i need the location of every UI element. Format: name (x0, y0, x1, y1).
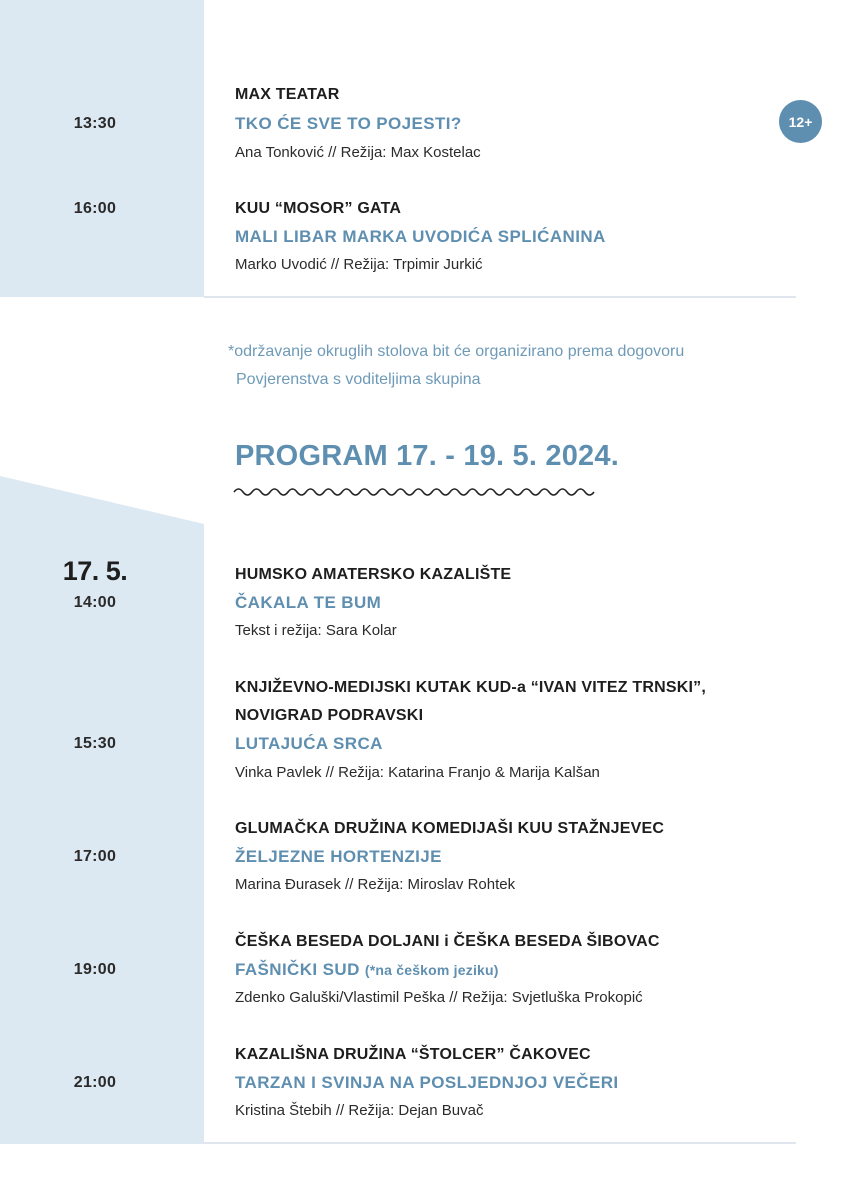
event-group: KUU “MOSOR” GATA (235, 200, 402, 217)
event-title: LUTAJUĆA SRCA (235, 734, 383, 753)
event-time: 21:00 (73, 1074, 117, 1091)
event-time: 19:00 (73, 961, 117, 978)
event-time: 17:00 (73, 848, 117, 865)
event-credits: Tekst i režija: Sara Kolar (235, 622, 397, 639)
event-group: GLUMAČKA DRUŽINA KOMEDIJAŠI KUU STAŽNJEVEC (235, 820, 665, 837)
event-group: ČEŠKA BESEDA DOLJANI i ČEŠKA BESEDA ŠIBOVAC (235, 933, 660, 950)
top-side-band (0, 0, 204, 297)
event-group: MAX TEATAR (235, 86, 340, 103)
day-date: 17. 5. (62, 556, 128, 586)
wave-divider-icon (233, 484, 595, 500)
program-title: PROGRAM 17. - 19. 5. 2024. (235, 440, 619, 472)
event-time: 15:30 (73, 735, 117, 752)
event-title: ČAKALA TE BUM (235, 593, 382, 612)
event-title: ŽELJEZNE HORTENZIJE (235, 847, 442, 866)
event-title-note: (*na češkom jeziku) (364, 962, 499, 978)
event-credits: Vinka Pavlek // Režija: Katarina Franjo & Marija Kalšan (235, 764, 600, 781)
event-title: TKO ĆE SVE TO POJESTI? (235, 114, 462, 133)
event-time: 14:00 (73, 594, 117, 611)
age-rating-badge: 12+ (779, 100, 822, 143)
event-title: TARZAN I SVINJA NA POSLJEDNJOJ VEČERI (235, 1073, 619, 1092)
event-time: 13:30 (73, 115, 117, 132)
event-title-line (235, 960, 499, 980)
event-credits: Marina Đurasek // Režija: Miroslav Rohtek (235, 876, 516, 893)
event-time: 16:00 (73, 200, 117, 217)
event-group-line2: NOVIGRAD PODRAVSKI (235, 707, 424, 724)
event-title: FAŠNIČKI SUD (235, 960, 360, 979)
event-group: HUMSKO AMATERSKO KAZALIŠTE (235, 566, 512, 583)
event-group: KAZALIŠNA DRUŽINA “ŠTOLCER” ČAKOVEC (235, 1046, 591, 1063)
event-credits: Zdenko Galuški/Vlastimil Peška // Režija: Svjetluška Prokopić (235, 989, 643, 1006)
event-title: MALI LIBAR MARKA UVODIĆA SPLIĆANINA (235, 227, 606, 246)
note-line: Povjerenstva s voditeljima skupina (236, 371, 481, 388)
top-divider (204, 296, 796, 298)
round-table-note (228, 338, 768, 394)
bottom-divider (204, 1142, 796, 1144)
event-credits: Ana Tonković // Režija: Max Kostelac (235, 144, 481, 161)
note-line: *održavanje okruglih stolova bit će organizirano prema dogovoru (228, 343, 685, 360)
event-credits: Marko Uvodić // Režija: Trpimir Jurkić (235, 256, 483, 273)
event-credits: Kristina Štebih // Režija: Dejan Buvač (235, 1102, 484, 1119)
event-group: KNJIŽEVNO-MEDIJSKI KUTAK KUD-a “IVAN VITEZ TRNSKI”, (235, 679, 706, 696)
